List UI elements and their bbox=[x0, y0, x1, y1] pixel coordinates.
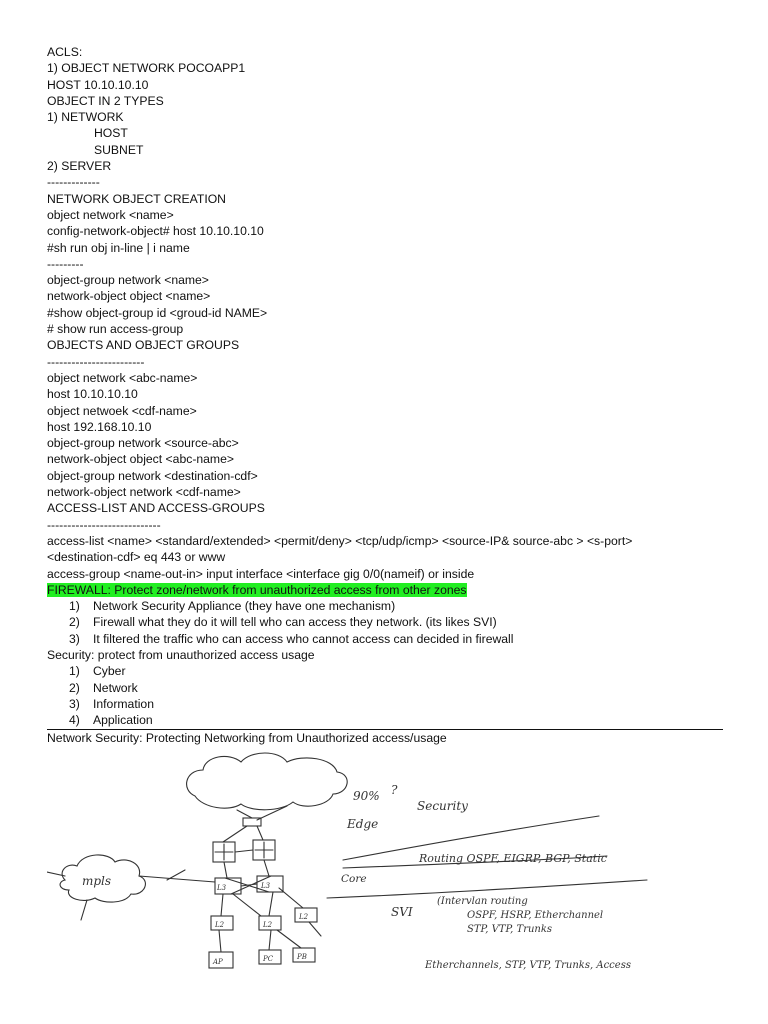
text-line: 1) NETWORK bbox=[47, 110, 124, 125]
list-item: 2) Network bbox=[69, 680, 138, 695]
firewall-highlight: FIREWALL: Protect zone/network from unauthorized access from other zones bbox=[47, 582, 467, 597]
section-heading: ACCESS-LIST AND ACCESS-GROUPS bbox=[47, 501, 265, 516]
node-label: AP bbox=[213, 958, 223, 966]
handwritten-network-sketch bbox=[47, 748, 723, 976]
node-label: PB bbox=[297, 953, 307, 961]
text-line: network-object network <cdf-name> bbox=[47, 485, 241, 500]
text-line: access-list <name> <standard/extended> <permit/deny> <tcp/udp/icmp> <source-IP& source-abc > <s-port> bbox=[47, 533, 633, 548]
list-item: 1) Cyber bbox=[69, 664, 126, 679]
text-line: HOST 10.10.10.10 bbox=[47, 77, 149, 92]
list-item: 3) It filtered the traffic who can access who cannot access can decided in firewall bbox=[69, 631, 514, 646]
core-label: Core bbox=[341, 873, 367, 885]
text-line: object-group network <source-abc> bbox=[47, 436, 239, 451]
separator-line: ------------- bbox=[47, 175, 100, 190]
svi-note-2: OSPF, HSRP, Etherchannel bbox=[467, 910, 604, 921]
text-line: object-group network <name> bbox=[47, 273, 209, 288]
note-90: 90% bbox=[353, 789, 380, 803]
node-label: PC bbox=[263, 955, 274, 963]
text-line: HOST bbox=[94, 126, 128, 141]
text-line: object network <abc-name> bbox=[47, 370, 198, 385]
svi-note-3: STP, VTP, Trunks bbox=[467, 924, 553, 935]
note-question: ? bbox=[391, 783, 398, 797]
list-item: 2) Firewall what they do it will tell who can access they network. (its likes SVI) bbox=[69, 615, 497, 630]
heading-acls: ACLS: bbox=[47, 45, 83, 59]
text-line: object network <name> bbox=[47, 207, 174, 222]
node-label: L3 bbox=[261, 882, 271, 890]
routing-line: Routing OSPF, EIGRP, BGP, Static bbox=[419, 852, 607, 865]
text-line: access-group <name-out-in> input interface <interface gig 0/0(nameif) or inside bbox=[47, 566, 475, 581]
text-line: <destination-cdf> eq 443 or www bbox=[47, 550, 226, 565]
text-line: config-network-object# host 10.10.10.10 bbox=[47, 224, 264, 239]
list-item: 4) Application bbox=[69, 713, 153, 728]
text-line: #show object-group id <groud-id NAME> bbox=[47, 305, 268, 320]
text-line: 1) OBJECT NETWORK POCOAPP1 bbox=[47, 61, 246, 76]
network-security-line: Network Security: Protecting Networking from Unauthorized access/usage bbox=[47, 731, 447, 746]
text-line: network-object object <abc-name> bbox=[47, 452, 234, 467]
text-line: SUBNET bbox=[94, 142, 144, 157]
separator-line: ------------------------ bbox=[47, 354, 145, 369]
text-line: host 10.10.10.10 bbox=[47, 387, 138, 402]
separator-line: ---------------------------- bbox=[47, 517, 161, 532]
svi-note-1: (Intervlan routing bbox=[437, 896, 528, 907]
security-heading: Security: protect from unauthorized access usage bbox=[47, 647, 315, 662]
node-label: L3 bbox=[217, 884, 227, 892]
svi-label: SVI bbox=[391, 905, 413, 919]
node-label: L2 bbox=[299, 913, 309, 921]
list-item: 3) Information bbox=[69, 696, 154, 711]
node-label: L2 bbox=[215, 921, 225, 929]
list-item: 1) Network Security Appliance (they have one mechanism) bbox=[69, 599, 396, 614]
text-line: object-group network <destination-cdf> bbox=[47, 468, 258, 483]
text-line: #sh run obj in-line | i name bbox=[47, 240, 190, 255]
mpls-label: mpls bbox=[82, 874, 112, 888]
separator-line: --------- bbox=[47, 256, 84, 271]
text-line: network-object object <name> bbox=[47, 289, 211, 304]
access-line: Etherchannels, STP, VTP, Trunks, Access bbox=[425, 960, 631, 971]
document-body bbox=[47, 44, 723, 747]
section-heading: OBJECTS AND OBJECT GROUPS bbox=[47, 338, 240, 353]
node-label: L2 bbox=[263, 921, 273, 929]
security-label: Security bbox=[417, 799, 468, 813]
text-line: host 192.168.10.10 bbox=[47, 419, 152, 434]
edge-label: Edge bbox=[347, 817, 379, 831]
text-line: # show run access-group bbox=[47, 322, 184, 337]
text-line: OBJECT IN 2 TYPES bbox=[47, 93, 164, 108]
text-line: 2) SERVER bbox=[47, 159, 112, 174]
section-heading: NETWORK OBJECT CREATION bbox=[47, 191, 226, 206]
text-line: object netwoek <cdf-name> bbox=[47, 403, 197, 418]
internet-cloud bbox=[187, 753, 348, 810]
